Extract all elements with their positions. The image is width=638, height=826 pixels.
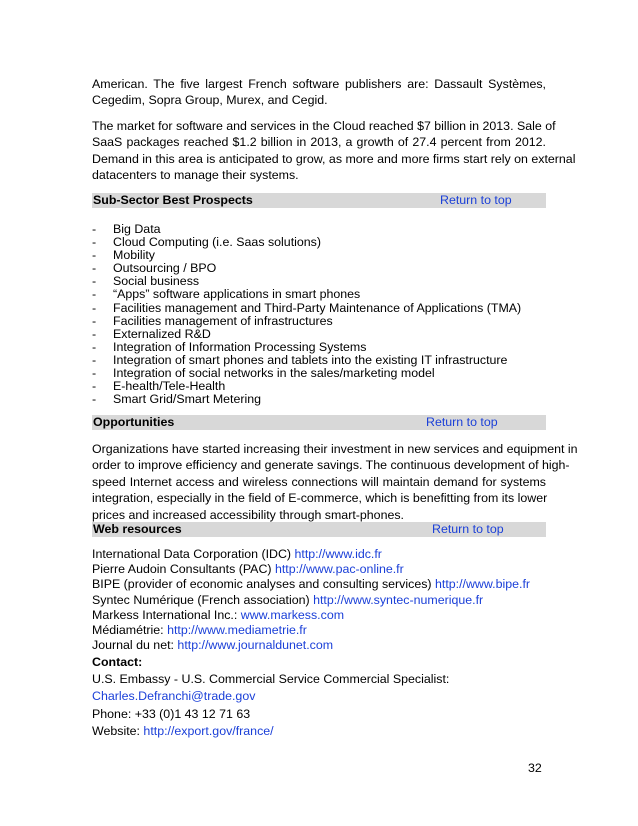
resource-row xyxy=(92,593,546,608)
list-dash: - xyxy=(92,352,97,367)
intro-paragraph xyxy=(92,76,546,109)
contact-heading: Contact: xyxy=(92,655,143,669)
list-item-text: Big Data xyxy=(113,222,161,236)
list-item xyxy=(92,236,546,249)
resource-label: Médiamétrie: xyxy=(92,622,168,637)
resource-label: Journal du net: xyxy=(92,638,178,653)
list-dash: - xyxy=(92,379,97,394)
resource-label: Pierre Audoin Consultants (PAC) xyxy=(92,562,275,577)
opportunities-paragraph xyxy=(92,441,578,523)
text-line: Organizations have started increasing their investment in new services and equipment in xyxy=(92,442,578,456)
section-title: Opportunities xyxy=(93,415,175,429)
resource-label: Syntec Numérique (French association) xyxy=(92,592,314,607)
return-to-top-link[interactable]: Return to top xyxy=(440,193,512,207)
text-line: SaaS packages reached $1.2 billion in 2013, a growth of 27.4 percent from 2012. xyxy=(92,135,546,150)
section-header-prospects xyxy=(92,193,546,208)
prospects-list xyxy=(92,223,546,406)
resource-link[interactable]: http://www.journaldunet.com xyxy=(177,638,334,653)
list-item-text: Social business xyxy=(113,274,200,289)
list-dash: - xyxy=(92,313,97,328)
resource-label: BIPE (provider of economic analyses and consulting services) xyxy=(92,577,435,592)
resource-row xyxy=(92,577,546,592)
list-item xyxy=(92,315,546,328)
text-line: integration, especially in the field of E-commerce, which is benefitting from its lower xyxy=(92,491,548,506)
web-resources-list xyxy=(92,547,546,653)
text-line: datacenters to manage their systems. xyxy=(92,168,299,183)
list-item-text: “Apps” software applications in smart phones xyxy=(113,287,361,302)
return-to-top-link[interactable]: Return to top xyxy=(432,522,504,536)
resource-link[interactable]: http://www.mediametrie.fr xyxy=(167,622,307,637)
list-item-text: Facilities management of infrastructures xyxy=(113,313,333,328)
list-dash: - xyxy=(92,248,97,263)
list-dash: - xyxy=(92,300,97,315)
text-line: speed Internet access and wireless connections will maintain demand for systems xyxy=(92,474,546,489)
market-paragraph xyxy=(92,118,576,184)
list-item-text: Facilities management and Third-Party Maintenance of Applications (TMA) xyxy=(113,300,522,315)
list-item-text: Externalized R&D xyxy=(113,326,211,341)
list-item xyxy=(92,341,546,354)
list-dash: - xyxy=(92,235,97,250)
contact-website-link[interactable]: http://export.gov/france/ xyxy=(143,723,274,738)
text-line: Demand in this area is anticipated to grow, as more and more firms start rely on external xyxy=(92,151,576,166)
list-item-text: Integration of smart phones and tablets into the existing IT infrastructure xyxy=(113,352,508,367)
section-title: Web resources xyxy=(93,522,182,536)
list-item xyxy=(92,302,546,315)
list-item-text: Cloud Computing (i.e. Saas solutions) xyxy=(113,235,321,250)
list-dash: - xyxy=(92,326,97,341)
list-item-text: Mobility xyxy=(113,248,155,263)
section-header-web-resources xyxy=(92,522,546,537)
list-dash: - xyxy=(92,222,97,236)
list-dash: - xyxy=(92,261,97,276)
resource-row xyxy=(92,562,546,577)
contact-org: U.S. Embassy - U.S. Commercial Service Commercial Specialist: xyxy=(92,672,450,687)
resource-link[interactable]: http://www.bipe.fr xyxy=(434,577,531,592)
text-line: prices and increased accessibility through smart-phones. xyxy=(92,507,404,522)
list-item xyxy=(92,393,546,406)
list-item-text: Outsourcing / BPO xyxy=(113,261,217,276)
resource-link[interactable]: http://www.pac-online.fr xyxy=(274,562,404,577)
list-item-text: Integration of social networks in the sales/marketing model xyxy=(113,366,435,381)
list-item-text: Smart Grid/Smart Metering xyxy=(113,392,262,407)
resource-row xyxy=(92,608,546,623)
list-item xyxy=(92,328,546,341)
contact-phone: Phone: +33 (0)1 43 12 71 63 xyxy=(92,706,251,721)
section-header-opportunities xyxy=(92,415,546,430)
resource-row xyxy=(92,547,546,562)
resource-link[interactable]: www.markess.com xyxy=(240,607,345,622)
list-item xyxy=(92,288,546,301)
contact-website-label: Website: xyxy=(92,723,144,738)
resource-link[interactable]: http://www.syntec-numerique.fr xyxy=(313,592,484,607)
text-line: The market for software and services in the Cloud reached $7 billion in 2013. Sale of xyxy=(92,119,556,133)
list-dash: - xyxy=(92,366,97,381)
resource-row xyxy=(92,638,546,653)
text-line: American. The five largest French software publishers are: Dassault Systèmes, xyxy=(92,77,546,91)
list-item-text: E-health/Tele-Health xyxy=(113,379,226,394)
section-title: Sub-Sector Best Prospects xyxy=(93,193,253,207)
resource-label: Markess International Inc.: xyxy=(92,607,241,622)
return-to-top-link[interactable]: Return to top xyxy=(426,415,498,429)
page-number: 32 xyxy=(528,761,542,775)
list-dash: - xyxy=(92,274,97,289)
list-item-text: Integration of Information Processing Systems xyxy=(113,339,367,354)
contact-email-link[interactable]: Charles.Defranchi@trade.gov xyxy=(92,689,256,704)
text-line: order to improve efficiency and generate savings. The continuous development of high- xyxy=(92,458,570,473)
list-dash: - xyxy=(92,287,97,302)
resource-label: International Data Corporation (IDC) xyxy=(92,547,295,561)
text-line: Cegedim, Sopra Group, Murex, and Cegid. xyxy=(92,93,328,108)
resource-row xyxy=(92,623,546,638)
list-dash: - xyxy=(92,392,97,407)
resource-link[interactable]: http://www.idc.fr xyxy=(294,547,382,561)
contact-block xyxy=(92,654,546,740)
contact-website-row xyxy=(92,723,546,740)
list-dash: - xyxy=(92,339,97,354)
